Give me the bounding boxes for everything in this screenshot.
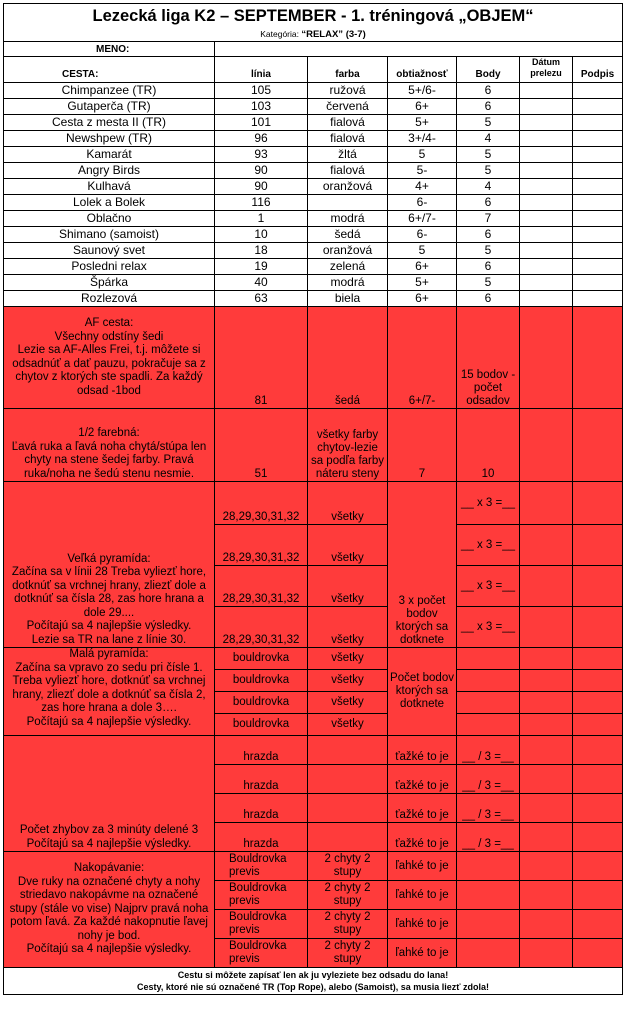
route-linia: 10 (215, 227, 308, 243)
route-farba: oranžová (308, 243, 388, 259)
hrazda-linia: hrazda (215, 736, 308, 765)
route-linia: 93 (215, 147, 308, 163)
pyramid-linia: 28,29,30,31,32 (215, 607, 308, 648)
route-obtiaznost: 6- (388, 227, 457, 243)
category (4, 28, 623, 42)
route-obtiaznost: 5+ (388, 115, 457, 131)
route-body: 5 (457, 243, 520, 259)
route-name: Shimano (samoist) (4, 227, 215, 243)
small-pyramid-datum[interactable] (520, 648, 573, 670)
kick-row (4, 852, 623, 881)
route-linia: 101 (215, 115, 308, 131)
hrazda-linia: hrazda (215, 823, 308, 852)
route-podpis[interactable] (573, 163, 623, 179)
kick-linia: Bouldrovka previs (215, 852, 308, 881)
route-datum[interactable] (520, 211, 573, 227)
hrazda-body[interactable]: __ / 3 =__ (457, 823, 520, 852)
route-obtiaznost: 5- (388, 163, 457, 179)
route-body: 5 (457, 115, 520, 131)
route-datum[interactable] (520, 163, 573, 179)
small-pyramid-obtiaznost: Počet bodov ktorých sa dotknete (388, 648, 457, 736)
pyramid-podpis[interactable] (573, 525, 623, 566)
small-pyramid-linia: bouldrovka (215, 648, 308, 670)
route-name: Kamarát (4, 147, 215, 163)
route-obtiaznost: 6+ (388, 99, 457, 115)
route-farba: ružová (308, 83, 388, 99)
route-podpis[interactable] (573, 275, 623, 291)
route-row (4, 275, 623, 291)
category-value: “RELAX” (3-7) (301, 29, 366, 40)
pyramid-datum[interactable] (520, 482, 573, 525)
af-obtiaznost: 6+/7- (388, 307, 457, 409)
kick-podpis[interactable] (573, 910, 623, 939)
route-podpis[interactable] (573, 243, 623, 259)
route-name: Saunový svet (4, 243, 215, 259)
route-row (4, 99, 623, 115)
small-pyramid-linia: bouldrovka (215, 692, 308, 714)
route-body: 4 (457, 131, 520, 147)
route-datum[interactable] (520, 179, 573, 195)
route-row (4, 259, 623, 275)
hrazda-datum[interactable] (520, 736, 573, 765)
route-datum[interactable] (520, 131, 573, 147)
header-body: Body (457, 57, 520, 83)
hrazda-farba (308, 823, 388, 852)
pyramid-linia: 28,29,30,31,32 (215, 482, 308, 525)
footer-line-2: Cesty, ktoré nie sú označené TR (Top Rope), alebo (Samoist), sa musia liezť zdola! (136, 982, 490, 992)
route-row (4, 163, 623, 179)
route-row (4, 131, 623, 147)
half-farba: všetky farby chytov-lezie sa podľa farby náteru steny (308, 409, 388, 482)
route-linia: 116 (215, 195, 308, 211)
route-row (4, 179, 623, 195)
hrazda-linia: hrazda (215, 765, 308, 794)
route-datum[interactable] (520, 227, 573, 243)
header-obtiaznost: obtiažnosť (388, 57, 457, 83)
half-podpis[interactable] (573, 409, 623, 482)
route-row (4, 83, 623, 99)
route-datum[interactable] (520, 243, 573, 259)
header-cesta: CESTA: (4, 57, 215, 83)
small-pyramid-datum[interactable] (520, 670, 573, 692)
hrazda-obtiaznost: ťažké to je (388, 823, 457, 852)
kick-podpis[interactable] (573, 939, 623, 968)
route-podpis[interactable] (573, 179, 623, 195)
header-row (4, 57, 623, 83)
small-pyramid-body[interactable] (457, 648, 520, 670)
route-row (4, 211, 623, 227)
small-pyramid-linia: bouldrovka (215, 670, 308, 692)
kick-obtiaznost: ľahké to je (388, 910, 457, 939)
route-name: Cesta z mesta II (TR) (4, 115, 215, 131)
small-pyramid-farba: všetky (308, 692, 388, 714)
route-farba: žltá (308, 147, 388, 163)
route-row (4, 243, 623, 259)
half-obtiaznost: 7 (388, 409, 457, 482)
hrazda-podpis[interactable] (573, 765, 623, 794)
score-sheet (3, 3, 622, 995)
route-name: Lolek a Bolek (4, 195, 215, 211)
route-farba: oranžová (308, 179, 388, 195)
hrazda-body[interactable]: __ / 3 =__ (457, 736, 520, 765)
footer-note (4, 968, 623, 995)
kick-datum[interactable] (520, 852, 573, 881)
pyramid-description: Veľká pyramída: Začína sa v línii 28 Treba vyliezť hore, dotknúť sa vrchnej hrany, zliezť dole a dotknúť sa čísla 28, zas hore hrana a dole 29.... Počítajú sa 4 najlepšie výsledky. Lezie sa TR na lane z línie 30. (4, 482, 215, 648)
hrazda-datum[interactable] (520, 765, 573, 794)
kick-body[interactable] (457, 852, 520, 881)
hrazda-obtiaznost: ťažké to je (388, 765, 457, 794)
small-pyramid-body[interactable] (457, 692, 520, 714)
route-body: 5 (457, 163, 520, 179)
route-body: 6 (457, 291, 520, 307)
route-podpis[interactable] (573, 291, 623, 307)
hrazda-datum[interactable] (520, 794, 573, 823)
kick-body[interactable] (457, 939, 520, 968)
route-body: 4 (457, 179, 520, 195)
af-datum[interactable] (520, 307, 573, 409)
pyramid-farba: všetky (308, 525, 388, 566)
hrazda-podpis[interactable] (573, 736, 623, 765)
header-farba: farba (308, 57, 388, 83)
hrazda-datum[interactable] (520, 823, 573, 852)
pyramid-farba: všetky (308, 607, 388, 648)
af-farba: šedá (308, 307, 388, 409)
route-farba: fialová (308, 115, 388, 131)
hrazda-row (4, 736, 623, 765)
route-podpis[interactable] (573, 115, 623, 131)
kick-linia: Bouldrovka previs (215, 881, 308, 910)
small-pyramid-datum[interactable] (520, 692, 573, 714)
header-datum: Dátum prelezu (520, 57, 573, 83)
pyramid-farba: všetky (308, 482, 388, 525)
route-body: 5 (457, 275, 520, 291)
kick-obtiaznost: ľahké to je (388, 939, 457, 968)
route-obtiaznost: 5 (388, 147, 457, 163)
footer-line-1: Cestu si môžete zapísať len ak ju vyleziete bez odsadu do lana! (177, 970, 449, 980)
route-linia: 90 (215, 179, 308, 195)
kick-linia: Bouldrovka previs (215, 910, 308, 939)
af-row (4, 307, 623, 409)
hrazda-farba (308, 765, 388, 794)
route-farba: šedá (308, 227, 388, 243)
sheet-title: Lezecká liga K2 – SEPTEMBER - 1. tréningová „OBJEM“ (4, 4, 623, 29)
route-podpis[interactable] (573, 99, 623, 115)
pyramid-datum[interactable] (520, 525, 573, 566)
route-datum[interactable] (520, 291, 573, 307)
route-name: Kulhavá (4, 179, 215, 195)
small-pyramid-podpis[interactable] (573, 714, 623, 736)
kick-farba: 2 chyty 2 stupy (308, 852, 388, 881)
route-podpis[interactable] (573, 227, 623, 243)
route-farba: fialová (308, 163, 388, 179)
kick-body[interactable] (457, 881, 520, 910)
route-linia: 19 (215, 259, 308, 275)
route-name: Newshpew (TR) (4, 131, 215, 147)
pyramid-obtiaznost: 3 x počet bodov ktorých sa dotknete (388, 482, 457, 648)
pyramid-podpis[interactable] (573, 566, 623, 607)
pyramid-body[interactable]: __ x 3 =__ (457, 482, 520, 525)
route-obtiaznost: 4+ (388, 179, 457, 195)
route-list (4, 83, 623, 307)
pyramid-row (4, 482, 623, 525)
kick-datum[interactable] (520, 881, 573, 910)
route-obtiaznost: 5 (388, 243, 457, 259)
hrazda-body[interactable]: __ / 3 =__ (457, 794, 520, 823)
header-linia: línia (215, 57, 308, 83)
route-body: 6 (457, 259, 520, 275)
half-description: 1/2 farebná: Ľavá ruka a ľavá noha chytá/stúpa len chyty na stene šedej farby. Pravá ruka/noha ne šedú stenu nesmie. (4, 409, 215, 482)
route-linia: 18 (215, 243, 308, 259)
route-podpis[interactable] (573, 259, 623, 275)
route-name: Rozlezová (4, 291, 215, 307)
half-row (4, 409, 623, 482)
pyramid-body[interactable]: __ x 3 =__ (457, 607, 520, 648)
pyramid-datum[interactable] (520, 566, 573, 607)
kick-description: Nakopávanie: Dve ruky na označené chyty a nohy striedavo nakopávme na označené stupy (stále vo vise) Najprv pravá noha potom ľavá. Za každé nakopnutie ľavej nohy je bod. Počítajú sa 4 najlepšie výsledky. (4, 852, 215, 968)
route-row (4, 147, 623, 163)
route-name: Špárka (4, 275, 215, 291)
route-farba: fialová (308, 131, 388, 147)
route-body: 6 (457, 99, 520, 115)
header-podpis: Podpis (573, 57, 623, 83)
kick-linia: Bouldrovka previs (215, 939, 308, 968)
half-body: 10 (457, 409, 520, 482)
hrazda-body[interactable]: __ / 3 =__ (457, 765, 520, 794)
route-linia: 96 (215, 131, 308, 147)
name-label: MENO: (4, 42, 215, 57)
half-datum[interactable] (520, 409, 573, 482)
route-obtiaznost: 5+ (388, 275, 457, 291)
route-datum[interactable] (520, 195, 573, 211)
route-body: 6 (457, 83, 520, 99)
hrazda-farba (308, 736, 388, 765)
kick-podpis[interactable] (573, 852, 623, 881)
category-label: Kategória: (260, 29, 302, 39)
kick-datum[interactable] (520, 939, 573, 968)
route-farba: červená (308, 99, 388, 115)
pyramid-linia: 28,29,30,31,32 (215, 525, 308, 566)
small-pyramid-podpis[interactable] (573, 692, 623, 714)
hrazda-obtiaznost: ťažké to je (388, 794, 457, 823)
small-pyramid-linia: bouldrovka (215, 714, 308, 736)
route-podpis[interactable] (573, 147, 623, 163)
route-podpis[interactable] (573, 131, 623, 147)
small-pyramid-datum[interactable] (520, 714, 573, 736)
name-field[interactable] (215, 42, 623, 57)
af-body: 15 bodov - počet odsadov (457, 307, 520, 409)
af-linia: 81 (215, 307, 308, 409)
route-farba: zelená (308, 259, 388, 275)
route-body: 5 (457, 147, 520, 163)
route-datum[interactable] (520, 83, 573, 99)
small-pyramid-farba: všetky (308, 714, 388, 736)
pyramid-farba: všetky (308, 566, 388, 607)
route-obtiaznost: 6- (388, 195, 457, 211)
route-datum[interactable] (520, 115, 573, 131)
route-obtiaznost: 6+ (388, 259, 457, 275)
pyramid-body[interactable]: __ x 3 =__ (457, 525, 520, 566)
pyramid-linia: 28,29,30,31,32 (215, 566, 308, 607)
small-pyramid-farba: všetky (308, 648, 388, 670)
route-row (4, 115, 623, 131)
score-table (3, 3, 623, 995)
route-podpis[interactable] (573, 195, 623, 211)
kick-body[interactable] (457, 910, 520, 939)
route-row (4, 291, 623, 307)
route-obtiaznost: 6+/7- (388, 211, 457, 227)
route-row (4, 227, 623, 243)
route-farba: modrá (308, 275, 388, 291)
route-obtiaznost: 3+/4- (388, 131, 457, 147)
route-datum[interactable] (520, 275, 573, 291)
pyramid-datum[interactable] (520, 607, 573, 648)
kick-farba: 2 chyty 2 stupy (308, 939, 388, 968)
hrazda-podpis[interactable] (573, 823, 623, 852)
pyramid-body[interactable]: __ x 3 =__ (457, 566, 520, 607)
route-body: 7 (457, 211, 520, 227)
af-description: AF cesta: Všechny odstíny šedi Lezie sa AF-Alles Frei, t.j. môžete si odsadnúť a dať pauzu, pokračuje sa z chytov z ktorých ste spadli. Za každý odsad -1bod (4, 307, 215, 409)
route-name: Angry Birds (4, 163, 215, 179)
route-datum[interactable] (520, 99, 573, 115)
route-podpis[interactable] (573, 83, 623, 99)
route-name: Chimpanzee (TR) (4, 83, 215, 99)
route-farba (308, 195, 388, 211)
route-datum[interactable] (520, 147, 573, 163)
route-linia: 103 (215, 99, 308, 115)
route-row (4, 195, 623, 211)
small-pyramid-description: Malá pyramída: Začína sa vpravo zo sedu pri čísle 1. Treba vyliezť hore, dotknúť sa vrchnej hrany, zliezť dole a dotknúť sa čísla 2, zas hore hrana a dole 3…. Počítajú sa 4 najlepšie výsledky. (4, 648, 215, 736)
route-body: 6 (457, 195, 520, 211)
route-datum[interactable] (520, 259, 573, 275)
small-pyramid-body[interactable] (457, 714, 520, 736)
route-name: Oblačno (4, 211, 215, 227)
af-podpis[interactable] (573, 307, 623, 409)
route-farba: biela (308, 291, 388, 307)
hrazda-podpis[interactable] (573, 794, 623, 823)
route-linia: 90 (215, 163, 308, 179)
kick-farba: 2 chyty 2 stupy (308, 910, 388, 939)
small-pyramid-podpis[interactable] (573, 670, 623, 692)
half-linia: 51 (215, 409, 308, 482)
kick-farba: 2 chyty 2 stupy (308, 881, 388, 910)
route-obtiaznost: 5+/6- (388, 83, 457, 99)
kick-obtiaznost: ľahké to je (388, 852, 457, 881)
route-linia: 63 (215, 291, 308, 307)
kick-obtiaznost: ľahké to je (388, 881, 457, 910)
route-name: Gutaperča (TR) (4, 99, 215, 115)
route-linia: 40 (215, 275, 308, 291)
small-pyramid-row (4, 648, 623, 670)
hrazda-obtiaznost: ťažké to je (388, 736, 457, 765)
kick-podpis[interactable] (573, 881, 623, 910)
small-pyramid-podpis[interactable] (573, 648, 623, 670)
hrazda-description: Počet zhybov za 3 minúty delené 3 Počítajú sa 4 najlepšie výsledky. (4, 736, 215, 852)
kick-datum[interactable] (520, 910, 573, 939)
hrazda-farba (308, 794, 388, 823)
route-body: 6 (457, 227, 520, 243)
pyramid-podpis[interactable] (573, 482, 623, 525)
route-farba: modrá (308, 211, 388, 227)
small-pyramid-body[interactable] (457, 670, 520, 692)
pyramid-podpis[interactable] (573, 607, 623, 648)
hrazda-linia: hrazda (215, 794, 308, 823)
small-pyramid-farba: všetky (308, 670, 388, 692)
route-name: Posledni relax (4, 259, 215, 275)
route-linia: 105 (215, 83, 308, 99)
route-obtiaznost: 6+ (388, 291, 457, 307)
route-podpis[interactable] (573, 211, 623, 227)
route-linia: 1 (215, 211, 308, 227)
